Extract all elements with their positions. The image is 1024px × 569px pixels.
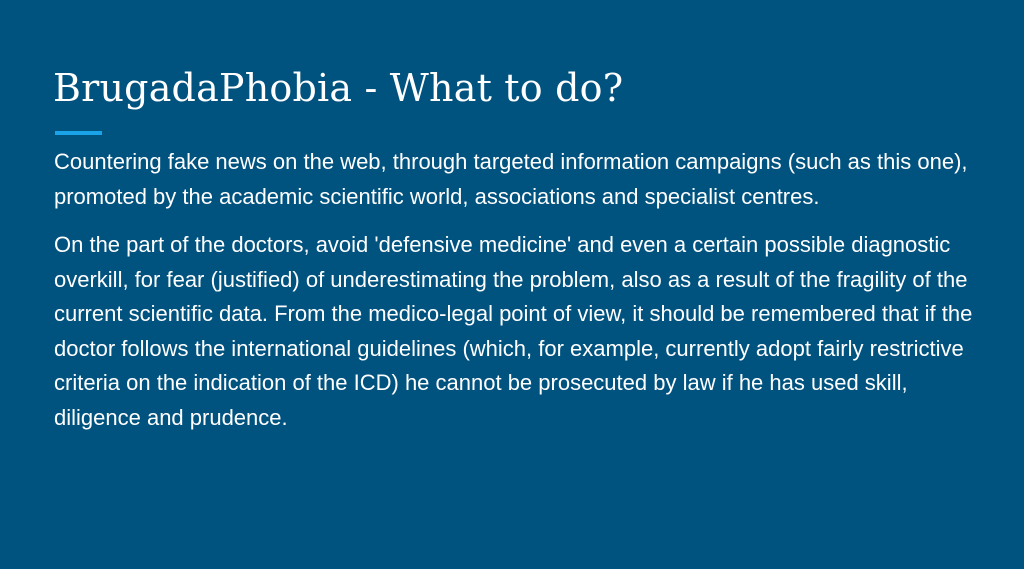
paragraph-fake-news: Countering fake news on the web, through targeted information campaigns (such as this one), promoted by the academic scientific world, associations and specialist centres. <box>54 149 968 209</box>
paragraph-doctors: On the part of the doctors, avoid 'defensive medicine' and even a certain possible diagnostic overkill, for fear (justified) of underestimating the problem, also as a result of the fragility of the current scientific data. From the medico-legal point of view, it should be remembered that if the doctor follows the international guidelines (which, for example, currently adopt fairly restrictive criteria on the indication of the ICD) he cannot be prosecuted by law if he has used skill, diligence and prudence. <box>54 232 973 430</box>
title-accent-bar <box>55 131 102 135</box>
slide-body <box>54 145 984 449</box>
slide-title: BrugadaPhobia - What to do? <box>53 66 624 110</box>
